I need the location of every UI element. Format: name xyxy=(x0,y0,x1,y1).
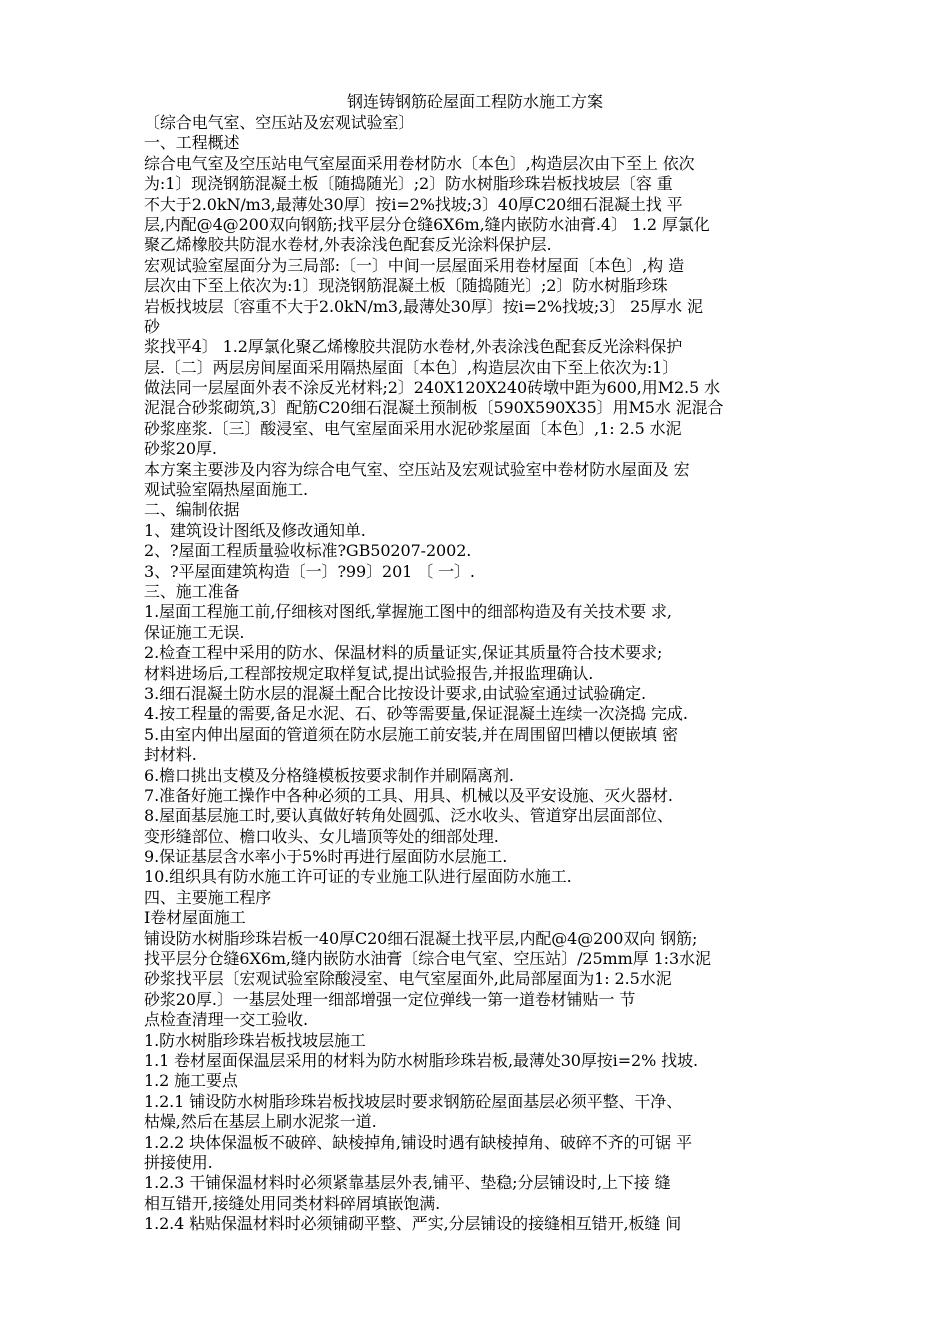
text-line: 砂浆20厚. xyxy=(144,439,217,459)
text-line: 5.由室内伸出屋面的管道须在防水层施工前安装,并在周围留凹槽以便嵌填 密 xyxy=(144,724,678,744)
text-line: 三、施工准备 xyxy=(144,581,240,601)
text-line: 拼接使用. xyxy=(144,1152,213,1172)
text-line: 岩板找坡层〔容重不大于2.0kN/m3,最薄处30厚〕按i=2%找坡;3〕 25厚水 泥 xyxy=(144,296,703,316)
text-line: 砂浆座浆.〔三〕酸浸室、电气室屋面采用水泥砂浆屋面〔本色〕,1: 2.5 水泥 xyxy=(144,418,682,438)
text-line: 做法同一层屋面外表不涂反光材料;2〕240X120X240砖墩中距为600,用M2.5 水 xyxy=(144,378,721,398)
text-line: 保证施工无误. xyxy=(144,622,245,642)
text-line: 层.〔二〕两层房间屋面采用隔热屋面〔本色〕,构造层次由下至上依次为:1〕 xyxy=(144,357,679,377)
text-line: 6.檐口挑出支模及分格缝模板按要求制作并刷隔离剂. xyxy=(144,765,514,785)
text-line: 枯燥,然后在基层上刷水泥浆一道. xyxy=(144,1112,377,1132)
text-line: 3.细石混凝土防水层的混凝土配合比按设计要求,由试验室通过试验确定. xyxy=(144,683,647,703)
text-line: 9.保证基层含水率小于5%时再进行屋面防水层施工. xyxy=(144,847,508,867)
text-line: 铺设防水树脂珍珠岩板一40厚C20细石混凝土找平层,内配@4@200双向 钢筋; xyxy=(144,928,698,948)
text-line: 泥混合砂浆砌筑,3〕配筋C20细石混凝土预制板〔590X590X35〕用M5水 泥混合 xyxy=(144,398,724,418)
document-title: 钢连铸钢筋砼屋面工程防水施工方案 xyxy=(346,92,603,111)
text-line: 找平层分仓缝6X6m,缝内嵌防水油膏〔综合电气室、空压站〕/25mm厚 1:3水泥 xyxy=(144,949,711,969)
text-line: 一、工程概述 xyxy=(144,133,240,153)
text-line: 7.准备好施工操作中各种必须的工具、用具、机械以及平安设施、灭火器材. xyxy=(144,785,673,805)
text-line: 本方案主要涉及内容为综合电气室、空压站及宏观试验室中卷材防水屋面及 宏 xyxy=(144,459,690,479)
text-line: 〔综合电气室、空压站及宏观试验室〕 xyxy=(144,113,415,132)
text-line: 不大于2.0kN/m3,最薄处30厚〕按i=2%找坡;3〕40厚C20细石混凝土找 平 xyxy=(144,194,683,214)
text-line: 1.2.2 块体保温板不破碎、缺棱掉角,铺设时遇有缺棱掉角、破碎不齐的可锯 平 xyxy=(144,1132,693,1152)
text-line: 砂浆找平层〔宏观试验室除酸浸室、电气室屋面外,此局部屋面为1: 2.5水泥 xyxy=(144,969,672,989)
text-line: I卷材屋面施工 xyxy=(144,908,246,928)
text-line: 聚乙烯橡胶共防混水卷材,外表涂浅色配套反光涂料保护层. xyxy=(144,235,552,255)
text-line: 砂 xyxy=(144,316,160,336)
text-line: 为:1〕现浇钢筋混凝土板〔随捣随光〕;2〕防水树脂珍珠岩板找坡层〔容 重 xyxy=(144,174,673,194)
text-line: 封材料. xyxy=(144,745,197,765)
text-line: 层次由下至上依次为:1〕现浇钢筋混凝土板〔随捣随光〕;2〕防水树脂珍珠 xyxy=(144,276,668,296)
text-line: 2.检查工程中采用的防水、保温材料的质量证实,保证其质量符合技术要求; xyxy=(144,643,663,663)
text-line: 砂浆20厚.〕一基层处理一细部增强一定位弹线一第一道卷材铺贴一 节 xyxy=(144,989,636,1009)
text-line: 4.按工程量的需要,备足水泥、石、砂等需要量,保证混凝土连续一次浇捣 完成. xyxy=(144,704,688,724)
text-line: 3、?平屋面建筑构造〔一〕?99〕201 〔 一〕. xyxy=(144,561,475,581)
text-line: 10.组织具有防水施工许可证的专业施工队进行屋面防水施工. xyxy=(144,867,572,887)
text-line: 1.2 施工要点 xyxy=(144,1071,238,1091)
text-line: 浆找平4〕 1.2厚氯化聚乙烯橡胶共混防水卷材,外表涂浅色配套反光涂料保护 xyxy=(144,337,683,357)
text-line: 综合电气室及空压站电气室屋面采用卷材防水〔本色〕,构造层次由下至上 依次 xyxy=(144,153,695,173)
text-line: 相互错开,接缝处用同类材料碎屑填嵌饱满. xyxy=(144,1193,441,1213)
text-line: 1.1 卷材屋面保温层采用的材料为防水树脂珍珠岩板,最薄处30厚按i=2% 找坡. xyxy=(144,1050,698,1070)
text-line: 宏观试验室屋面分为三局部:〔一〕中间一层屋面采用卷材屋面〔本色〕,构 造 xyxy=(144,255,684,275)
text-line: 层,内配@4@200双向钢筋;找平层分仓缝6X6m,缝内嵌防水油膏.4〕 1.2 厚氯化 xyxy=(144,214,710,234)
text-line: 1.屋面工程施工前,仔细核对图纸,掌握施工图中的细部构造及有关技术要 求, xyxy=(144,602,672,622)
text-line: 材料进场后,工程部按规定取样复试,提出试验报告,并报监理确认. xyxy=(144,663,594,683)
text-line: 1.2.4 粘贴保温材料时必须铺砌平整、严实,分层铺设的接缝相互错开,板缝 间 xyxy=(144,1214,682,1234)
text-line: 观试验室隔热屋面施工. xyxy=(144,480,308,500)
text-line: 四、主要施工程序 xyxy=(144,887,272,907)
text-line: 1.防水树脂珍珠岩板找坡层施工 xyxy=(144,1030,366,1050)
text-line: 2、?屋面工程质量验收标准?GB50207-2002. xyxy=(144,541,472,561)
text-line: 8.屋面基层施工时,要认真做好转角处圆弧、泛水收头、管道穿出层面部位、 xyxy=(144,806,673,826)
text-line: 变形缝部位、檐口收头、女儿墙顶等处的细部处理. xyxy=(144,826,499,846)
text-line: 1.2.3 干铺保温材料时必须紧靠基层外表,铺平、垫稳;分层铺设时,上下接 缝 xyxy=(144,1173,671,1193)
text-line: 二、编制依据 xyxy=(144,500,240,520)
text-line: 1.2.1 铺设防水树脂珍珠岩板找坡层时要求钢筋砼屋面基层必须平整、干净、 xyxy=(144,1091,683,1111)
document-body xyxy=(144,113,824,1234)
text-line: 1、建筑设计图纸及修改通知单. xyxy=(144,520,366,540)
text-line: 点检查清理一交工验收. xyxy=(144,1010,308,1030)
